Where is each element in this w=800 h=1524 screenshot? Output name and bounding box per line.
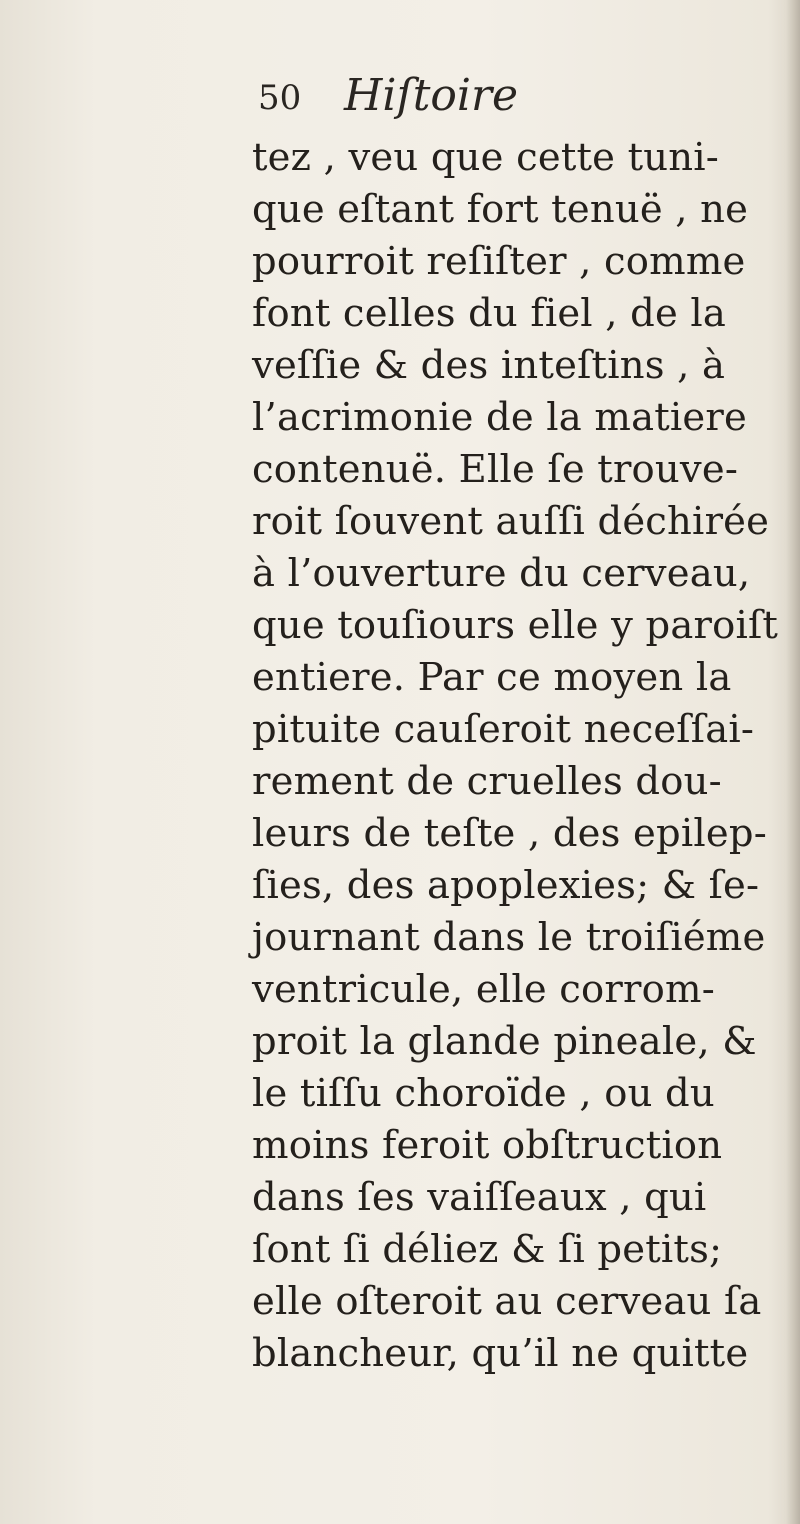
text-line: dans ſes vaiſſeaux , qui <box>252 1175 707 1220</box>
text-line: tez , veu que cette tuni- <box>252 135 719 180</box>
text-line: l’acrimonie de la matiere <box>252 395 747 440</box>
text-line: moins feroit obſtruction <box>252 1123 723 1168</box>
text-line: entiere. Par ce moyen la <box>252 655 732 700</box>
text-line: que eſtant fort tenuë , ne <box>252 187 749 232</box>
text-line: pituite cauſeroit neceſſai- <box>252 707 755 752</box>
body-text <box>252 132 792 1380</box>
text-line: le tiſſu choroïde , ou du <box>252 1071 715 1116</box>
page-number: 50 <box>258 78 302 118</box>
text-line: ſont ſi déliez & ſi petits; <box>252 1227 723 1272</box>
text-line: font celles du fiel , de la <box>252 291 727 336</box>
text-line: que touſiours elle y paroiſt <box>252 603 779 648</box>
text-line: elle oſteroit au cerveau ſa <box>252 1279 762 1324</box>
text-line: blancheur, qu’il ne quitte <box>252 1331 749 1376</box>
text-line: veſſie & des inteſtins , à <box>252 343 726 388</box>
text-line: proit la glande pineale, & <box>252 1019 757 1064</box>
page-header <box>258 70 678 130</box>
running-title: Hiſtoire <box>344 70 519 121</box>
text-line: journant dans le troiſiéme <box>252 915 766 960</box>
text-line: à l’ouverture du cerveau, <box>252 551 751 596</box>
text-line: contenuë. Elle ſe trouve- <box>252 447 739 492</box>
text-line: ſies, des apoplexies; & ſe- <box>252 863 760 908</box>
text-line: leurs de teſte , des epilep- <box>252 811 767 856</box>
text-line: pourroit reſiſter , comme <box>252 239 746 284</box>
text-line: rement de cruelles dou- <box>252 759 722 804</box>
text-line: roit ſouvent auſſi déchirée <box>252 499 770 544</box>
text-line: ventricule, elle corrom- <box>252 967 715 1012</box>
